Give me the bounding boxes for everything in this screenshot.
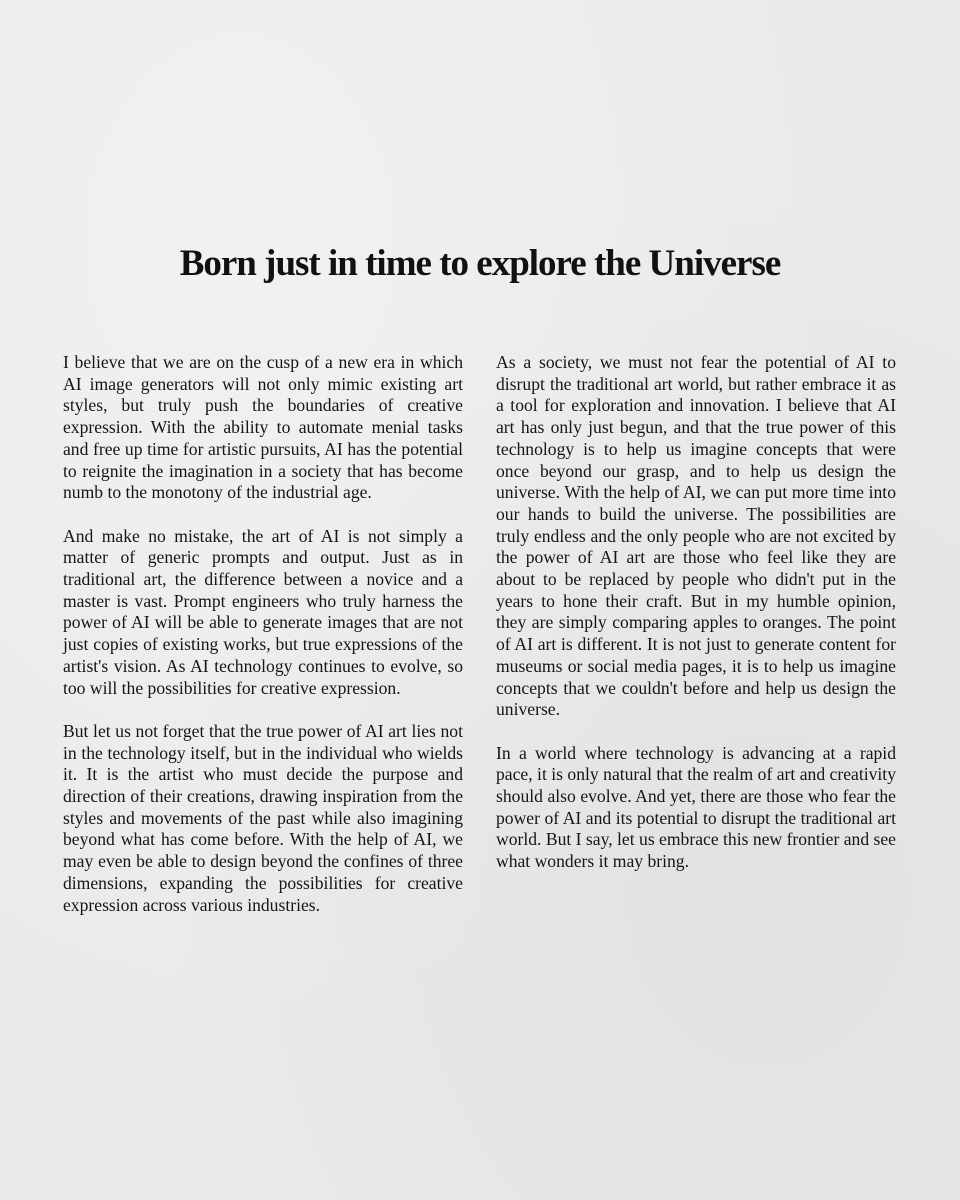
document-title: Born just in time to explore the Universe: [179, 243, 781, 284]
paragraph: But let us not forget that the true power of AI art lies not in the technology itself, but in the individual who wields it. It is the artist who must decide the purpose and direction of their creations, drawing inspiration from the styles and movements of the past while also imagining beyond what has come before. With the help of AI, we may even be able to design beyond the confines of three dimensions, expanding the possibilities for creative expression across various industries.: [63, 720, 463, 915]
right-column: [496, 352, 896, 895]
paragraph: And make no mistake, the art of AI is not simply a matter of generic prompts and output. Just as in traditional art, the difference between a novice and a master is vast. Prompt engineers who truly harness the power of AI will be able to generate images that are not just copies of existing works, but true expressions of the artist's vision. As AI technology continues to evolve, so too will the possibilities for creative expression.: [63, 525, 463, 698]
paragraph: As a society, we must not fear the potential of AI to disrupt the traditional art world, but rather embrace it as a tool for exploration and innovation. I believe that AI art has only just begun, and that the true power of this technology is to help us imagine concepts that were once beyond our grasp, and to help us design the universe. With the help of AI, we can put more time into our hands to build the universe. The possibilities are truly endless and the only people who are not excited by the power of AI art are those who feel like they are about to be replaced by people who didn't put in the years to hone their craft. But in my humble opinion, they are simply comparing apples to oranges. The point of AI art is different. It is not just to generate content for museums or social media pages, it is to help us imagine concepts that we couldn't before and help us design the universe.: [496, 352, 896, 720]
paragraph: In a world where technology is advancing at a rapid pace, it is only natural that the realm of art and creativity should also evolve. And yet, there are those who fear the power of AI and its potential to disrupt the traditional art world. But I say, let us embrace this new frontier and see what wonders it may bring.: [496, 742, 896, 872]
paragraph: I believe that we are on the cusp of a new era in which AI image generators will not only mimic existing art styles, but truly push the boundaries of creative expression. With the ability to automate menial tasks and free up time for artistic pursuits, AI has the potential to reignite the imagination in a society that has become numb to the monotony of the industrial age.: [63, 352, 463, 503]
left-column: [63, 352, 463, 938]
